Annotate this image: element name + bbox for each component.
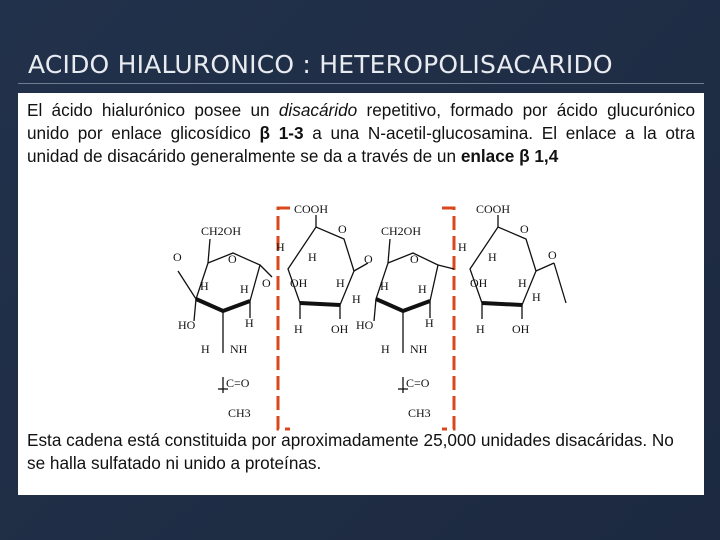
label-oh-2: OH [290,276,308,290]
label-o-link-1: O [262,276,271,290]
label-h-3d: H [381,342,390,356]
label-ho-3: HO [356,318,374,332]
label-h-2c: H [336,276,345,290]
label-h-1b: H [240,282,249,296]
label-h-4d: H [532,290,541,304]
ring-glca-2 [470,215,566,319]
label-h-3b: H [418,282,427,296]
label-ring-o-4: O [520,222,529,236]
label-co-2: C=O [406,376,430,390]
content-panel [18,93,704,495]
hyaluronic-acid-structure-diagram [18,193,704,433]
label-h-2e: H [294,322,303,336]
label-h-4a: H [458,240,467,254]
intro-text-5: a una N-acetil-glucosamina. El enlace a la otra unidad de disacárido generalmente se da a través de un [27,123,695,166]
ring-glcnac-1 [178,239,272,393]
ring-glcnac-1-labels [173,224,271,420]
label-h-2a: H [276,240,285,254]
intro-paragraph [27,99,695,168]
intro-text-disacarido: disacárido [278,100,358,120]
label-ho-1: HO [178,318,196,332]
label-h-1c: H [245,316,254,330]
label-o-link-4: O [548,248,557,262]
label-o-link-0: O [173,250,182,264]
label-h-1d: H [201,342,210,356]
label-ch3-2: CH3 [408,406,431,420]
label-nh-2: NH [410,342,428,356]
label-oh-2b: OH [331,322,349,336]
label-h-4e: H [476,322,485,336]
label-nh-1: NH [230,342,248,356]
label-ch2oh-1: CH2OH [201,224,242,238]
intro-text-1: El ácido hialurónico posee un [27,100,279,120]
title-divider [18,83,704,84]
label-co-1: C=O [226,376,250,390]
label-h-3a: H [380,279,389,293]
label-ring-o-2: O [338,222,347,236]
label-h-1a: H [200,279,209,293]
label-h-4c: H [518,276,527,290]
label-ring-o-1: O [228,252,237,266]
label-h-2d: H [352,292,361,306]
ring-glca-2-labels [458,202,557,336]
label-h-2b: H [308,250,317,264]
intro-text-3: repetitivo, formado por ácido glucurónico unido por enlace glicosídico [27,100,696,143]
label-cooh-1: COOH [294,202,329,216]
label-ch3-1: CH3 [228,406,251,420]
label-o-link-2: O [364,252,373,266]
slide-title: ACIDO HIALURONICO : HETEROPOLISACARIDO [28,50,613,79]
label-oh-4: OH [470,276,488,290]
intro-bond-beta-13: β 1-3 [259,123,304,143]
label-ch2oh-2: CH2OH [381,224,422,238]
label-oh-4b: OH [512,322,530,336]
label-h-4b: H [488,250,497,264]
closing-paragraph: Esta cadena está constituida por aproximadamente 25,000 unidades disacáridas. No se halla sulfatado ni unido a proteínas. [27,430,674,473]
label-ring-o-3: O [410,252,419,266]
label-h-3c: H [425,316,434,330]
intro-bond-beta-14: enlace β 1,4 [460,146,559,166]
label-cooh-2: COOH [476,202,511,216]
